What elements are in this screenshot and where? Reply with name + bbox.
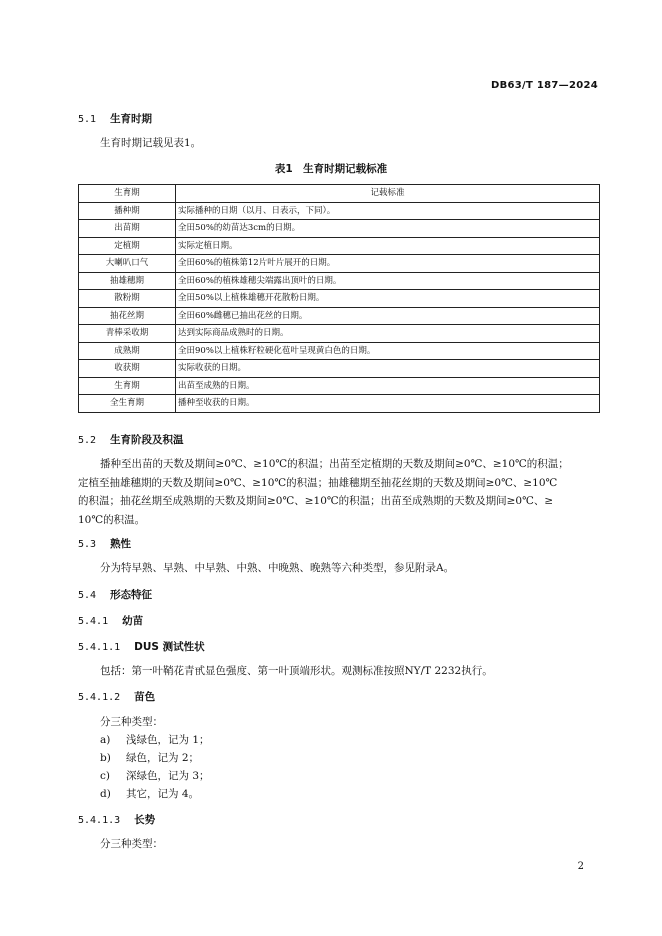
section-title: 幼苗 xyxy=(122,615,144,627)
text-line: 播种至出苗的天数及期间≥0℃、≥10℃的积温；出苗至定植期的天数及期间≥0℃、≥10℃的积温； xyxy=(100,458,569,470)
period-name-cell: 青棒采收期 xyxy=(79,325,176,343)
section-title: 生育时期 xyxy=(110,113,153,125)
table-row xyxy=(79,220,600,238)
period-name-cell: 收获期 xyxy=(79,360,176,378)
period-name-cell: 定植期 xyxy=(79,237,176,255)
section-5-4-1-3-intro: 分三种类型： xyxy=(100,838,163,850)
list-text: 绿色，记为 2； xyxy=(126,752,200,764)
period-name-cell: 散粉期 xyxy=(79,290,176,308)
table-row xyxy=(79,255,600,273)
period-name-cell: 全生育期 xyxy=(79,395,176,413)
list-label: a) xyxy=(100,734,111,746)
table-row xyxy=(79,202,600,220)
period-name-cell: 成熟期 xyxy=(79,342,176,360)
criteria-cell: 全田60%的植株第12片叶片展开的日期。 xyxy=(176,255,600,273)
section-5-3-text: 分为特早熟、早熟、中早熟、中熟、中晚熟、晚熟等六种类型，参见附录A。 xyxy=(100,562,455,574)
list-label: b) xyxy=(100,752,111,764)
section-5-4-heading xyxy=(78,587,152,602)
text-line: 的积温；抽花丝期至成熟期的天数及期间≥0℃、≥10℃的积温；出苗至成熟期的天数及期间≥0℃、≥ xyxy=(78,495,554,507)
section-number: 5.1 xyxy=(78,114,97,125)
list-item xyxy=(100,785,199,803)
section-title: 苗色 xyxy=(134,691,156,703)
column-header: 生育期 xyxy=(79,185,176,203)
list-item xyxy=(100,749,199,767)
section-number: 5.2 xyxy=(78,435,97,446)
period-name-cell: 生育期 xyxy=(79,377,176,395)
section-title: DUS 测试性状 xyxy=(134,641,205,653)
column-header: 记载标准 xyxy=(176,185,600,203)
section-title: 长势 xyxy=(134,814,156,826)
section-title: 生育阶段及积温 xyxy=(110,434,184,446)
table-row xyxy=(79,377,600,395)
criteria-cell: 全田90%以上植株籽粒硬化苞叶呈现黄白色的日期。 xyxy=(176,342,600,360)
page-number: 2 xyxy=(577,861,584,872)
criteria-cell: 实际收获的日期。 xyxy=(176,360,600,378)
criteria-cell: 播种至收获的日期。 xyxy=(176,395,600,413)
text-line: 定植至抽雄穗期的天数及期间≥0℃、≥10℃的积温；抽雄穗期至抽花丝期的天数及期间≥0℃、≥10℃ xyxy=(78,476,558,489)
section-5-4-1-2-intro: 分三种类型： xyxy=(100,716,163,728)
list-item xyxy=(100,767,210,785)
criteria-cell: 出苗至成熟的日期。 xyxy=(176,377,600,395)
list-item xyxy=(100,731,210,749)
document-code: DB63/T 187—2024 xyxy=(491,80,598,91)
section-5-3-heading xyxy=(78,536,131,551)
section-5-4-1-1-text: 包括：第一叶鞘花青甙显色强度、第一叶顶端形状。观测标准按照NY/T 2232执行。 xyxy=(100,665,493,677)
section-number: 5.4.1.2 xyxy=(78,692,121,703)
list-text: 其它，记为 4。 xyxy=(126,788,200,800)
list-text: 深绿色，记为 3； xyxy=(126,770,210,782)
criteria-cell: 实际定植日期。 xyxy=(176,237,600,255)
section-number: 5.4.1 xyxy=(78,616,109,627)
section-5-2-text xyxy=(78,455,608,529)
section-number: 5.3 xyxy=(78,539,97,550)
section-5-4-1-3-heading xyxy=(78,812,155,827)
section-title: 熟性 xyxy=(110,538,132,550)
growth-period-table xyxy=(78,184,600,413)
criteria-cell: 全田50%的幼苗达3cm的日期。 xyxy=(176,220,600,238)
criteria-cell: 达到实际商品成熟时的日期。 xyxy=(176,325,600,343)
table-row xyxy=(79,290,600,308)
section-title: 形态特征 xyxy=(110,589,153,601)
text-line: 10℃的积温。 xyxy=(78,513,146,526)
list-text: 浅绿色，记为 1； xyxy=(126,734,210,746)
table-row xyxy=(79,325,600,343)
table-row xyxy=(79,272,600,290)
section-number: 5.4.1.3 xyxy=(78,815,121,826)
period-name-cell: 出苗期 xyxy=(79,220,176,238)
table-row xyxy=(79,395,600,413)
section-number: 5.4 xyxy=(78,590,97,601)
criteria-cell: 实际播种的日期（以月、日表示，下同）。 xyxy=(176,202,600,220)
table-row xyxy=(79,360,600,378)
period-name-cell: 播种期 xyxy=(79,202,176,220)
criteria-cell: 全田60%雌穗已抽出花丝的日期。 xyxy=(176,307,600,325)
table-row xyxy=(79,342,600,360)
section-5-2-heading xyxy=(78,432,184,447)
table-row xyxy=(79,307,600,325)
list-label: c) xyxy=(100,770,110,782)
section-5-4-1-1-heading xyxy=(78,639,205,654)
table-caption: 表1 生育时期记载标准 xyxy=(274,163,388,175)
table-header-row xyxy=(79,185,600,203)
section-5-1-text: 生育时期记载见表1。 xyxy=(100,137,202,149)
criteria-cell: 全田50%以上植株雄穗开花散粉日期。 xyxy=(176,290,600,308)
section-5-1-heading xyxy=(78,111,152,126)
list-label: d) xyxy=(100,788,111,800)
table-row xyxy=(79,237,600,255)
period-name-cell: 抽雄穗期 xyxy=(79,272,176,290)
period-name-cell: 大喇叭口气 xyxy=(79,255,176,273)
criteria-cell: 全田60%的植株雄穗尖端露出顶叶的日期。 xyxy=(176,272,600,290)
period-name-cell: 抽花丝期 xyxy=(79,307,176,325)
section-number: 5.4.1.1 xyxy=(78,642,121,653)
section-5-4-1-2-heading xyxy=(78,689,155,704)
section-5-4-1-heading xyxy=(78,613,143,628)
